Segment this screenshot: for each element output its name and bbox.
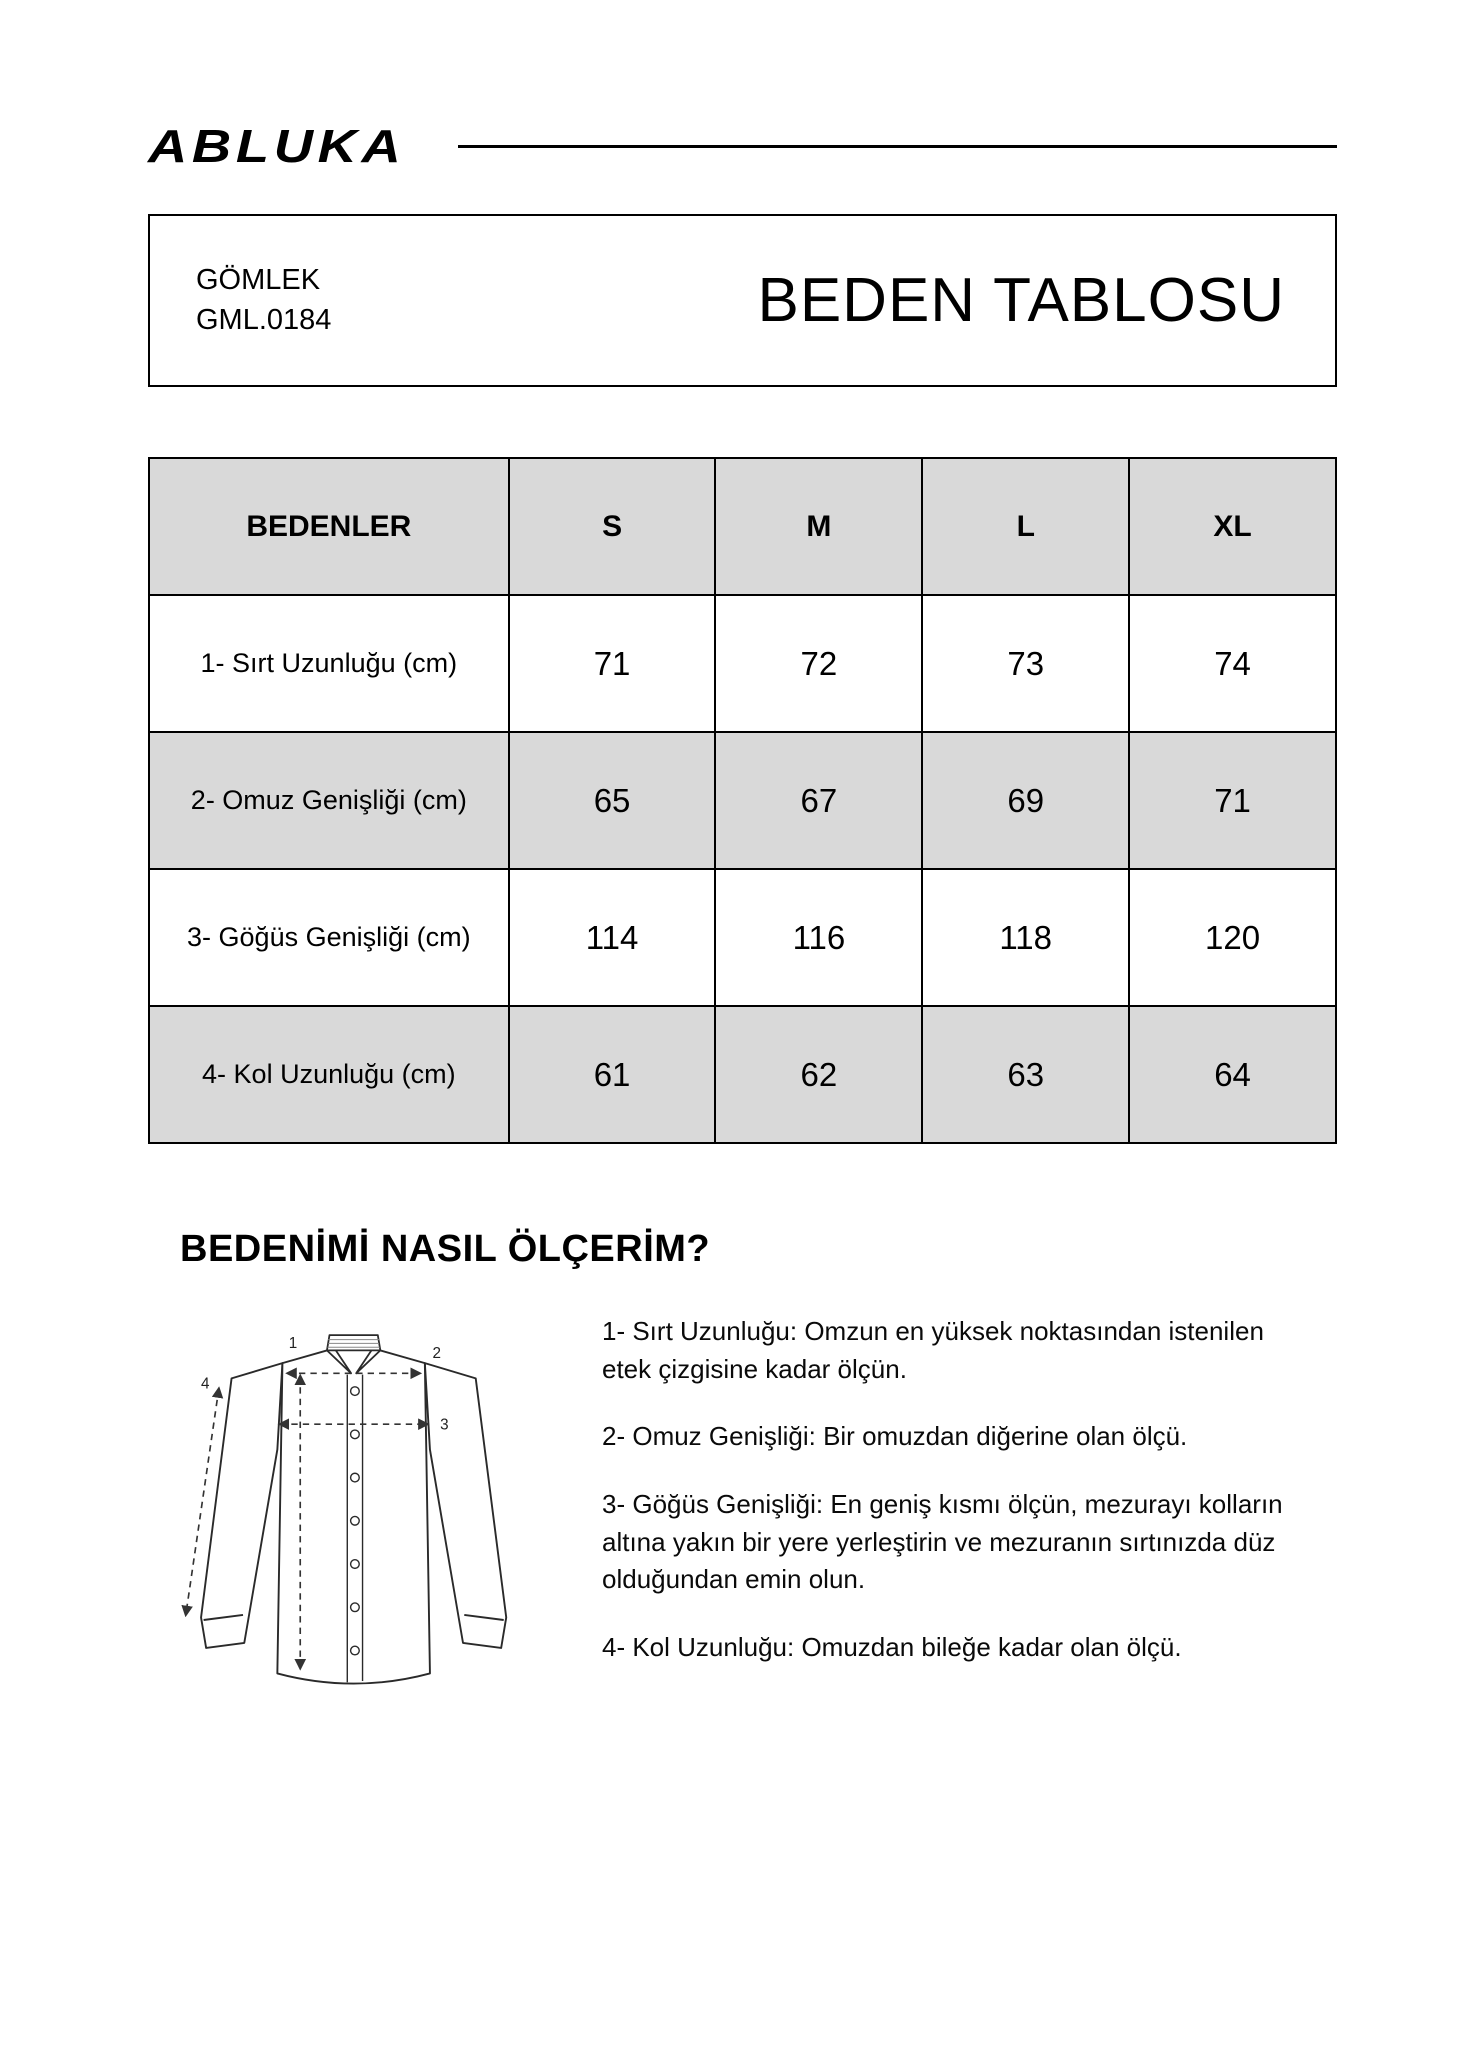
diagram-label-1: 1: [288, 1334, 298, 1352]
cell-value: 63: [922, 1006, 1129, 1143]
cell-value: 65: [509, 732, 716, 869]
table-row: [149, 1006, 1336, 1143]
cell-value: 74: [1129, 595, 1336, 732]
measure-instructions: [602, 1297, 1318, 1728]
cell-value: 71: [1129, 732, 1336, 869]
diagram-label-3: 3: [440, 1416, 449, 1434]
brand-bar: [148, 118, 1337, 174]
cell-value: 114: [509, 869, 716, 1006]
instruction-back-length: 1- Sırt Uzunluğu: Omzun en yüksek noktasından istenilen etek çizgisine kadar ölçün.: [602, 1316, 1264, 1384]
size-table-wrap: [148, 457, 1337, 1144]
row-label: 1- Sırt Uzunluğu (cm): [149, 595, 509, 732]
cell-value: 64: [1129, 1006, 1336, 1143]
table-row: [149, 732, 1336, 869]
table-row: [149, 869, 1336, 1006]
cell-value: 71: [509, 595, 716, 732]
cell-value: 67: [715, 732, 922, 869]
shirt-diagram-svg: [150, 1297, 570, 1723]
column-header-xl: XL: [1129, 458, 1336, 595]
diagram-label-2: 2: [432, 1345, 441, 1363]
cell-value: 118: [922, 869, 1129, 1006]
instruction-shoulder-width: 2- Omuz Genişliği: Bir omuzdan diğerine olan ölçü.: [602, 1421, 1188, 1452]
product-type: GÖMLEK: [196, 264, 321, 297]
row-label: 4- Kol Uzunluğu (cm): [149, 1006, 509, 1143]
brand-logo: ABLUKA: [148, 120, 406, 172]
row-label: 2- Omuz Genişliği (cm): [149, 732, 509, 869]
instruction-chest-width: 3- Göğüs Genişliği: En geniş kısmı ölçün, mezurayı kolların altına yakın bir yere yerleştirin ve mezuranın sırtınızda düz olduğundan emin olun.: [602, 1489, 1283, 1595]
instruction-sleeve-length: 4- Kol Uzunluğu: Omuzdan bileğe kadar olan ölçü.: [602, 1632, 1182, 1663]
title-box: [148, 214, 1337, 387]
page-title: BEDEN TABLOSU: [757, 266, 1285, 335]
table-row: [149, 595, 1336, 732]
cell-value: 72: [715, 595, 922, 732]
table-header-row: [149, 458, 1336, 595]
measure-section-body: [148, 1297, 1337, 1728]
cell-value: 61: [509, 1006, 716, 1143]
column-header-m: M: [715, 458, 922, 595]
measure-section-heading: BEDENİMİ NASIL ÖLÇERİM?: [180, 1228, 711, 1270]
row-label: 3- Göğüs Genişliği (cm): [149, 869, 509, 1006]
cell-value: 116: [715, 869, 922, 1006]
brand-logo-wrap: [148, 119, 438, 173]
product-info: [196, 261, 331, 339]
shirt-diagram: [150, 1297, 582, 1728]
cell-value: 69: [922, 732, 1129, 869]
diagram-label-4: 4: [201, 1375, 210, 1393]
size-table: [148, 457, 1337, 1144]
column-header-bedenler: BEDENLER: [149, 458, 509, 595]
cell-value: 120: [1129, 869, 1336, 1006]
column-header-s: S: [509, 458, 716, 595]
product-code: GML.0184: [196, 303, 332, 336]
cell-value: 62: [715, 1006, 922, 1143]
column-header-l: L: [922, 458, 1129, 595]
header-rule-line: [458, 145, 1337, 148]
cell-value: 73: [922, 595, 1129, 732]
